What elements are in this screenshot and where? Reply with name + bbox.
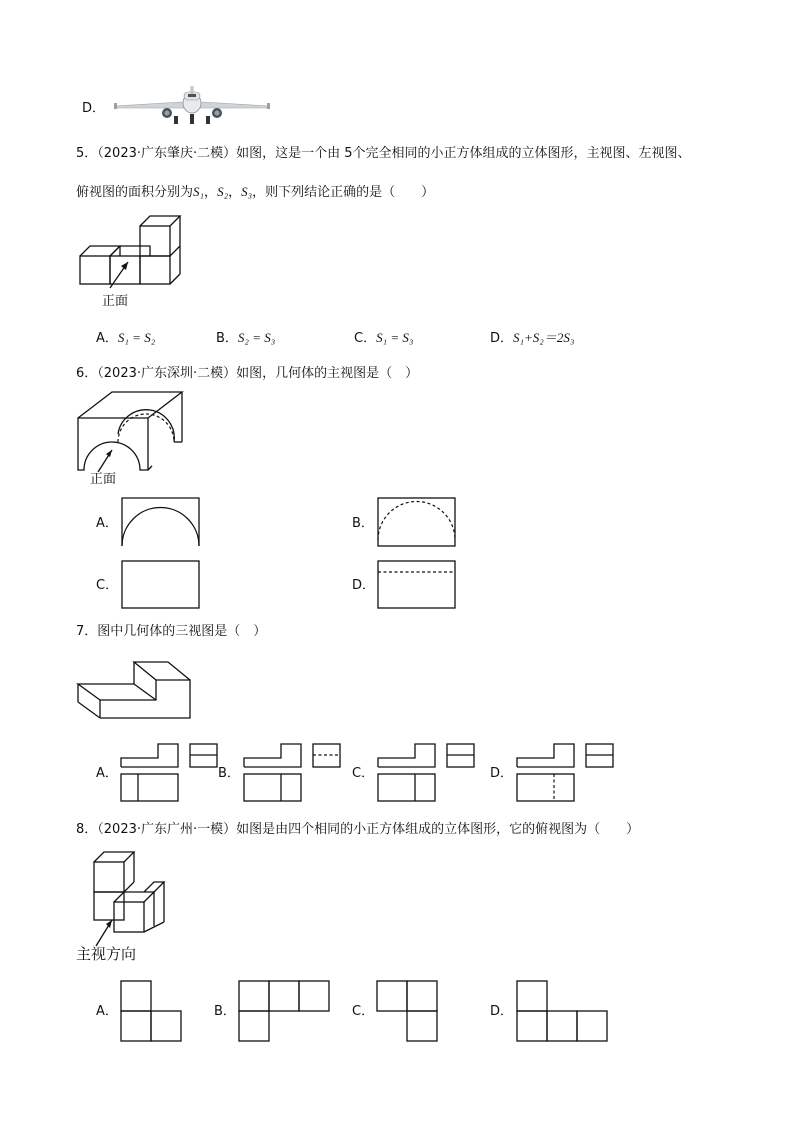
- airplane-image: [112, 86, 272, 130]
- q7-option-a-label: A．: [96, 766, 118, 781]
- q8-option-a-label: A．: [96, 1004, 118, 1019]
- q5-stem-line2-b: ，则下列结论正确的是（ ）: [252, 185, 435, 200]
- q5-cube-figure: [76, 212, 186, 287]
- q8-option-c-figure: [376, 980, 440, 1044]
- q7-option-b-figure: [243, 742, 343, 804]
- q6-arch-figure: [76, 390, 188, 472]
- q8-option-d-label: D．: [490, 1004, 514, 1019]
- q5-stem-line1: 5．（2023·广东肇庆·二模）如图，这是一个由 5个完全相同的小正方体组成的立体图形，主视图、左视图、: [76, 146, 691, 161]
- q5-s2: S₂: [217, 184, 229, 199]
- q6-option-d-figure: [377, 560, 457, 610]
- q8-option-b-figure: [238, 980, 332, 1044]
- q6-option-a-label: A．: [96, 516, 118, 531]
- q5-stem-line2-a: 俯视图的面积分别为: [76, 185, 194, 200]
- q5-option-a: [96, 330, 155, 347]
- q5-figure-label: 正面: [102, 294, 129, 309]
- q5-option-b-label: B．: [216, 331, 238, 346]
- q5-option-d: [490, 330, 574, 347]
- q5-option-b: [216, 330, 275, 347]
- q7-option-c-label: C．: [352, 766, 375, 781]
- q5-option-c: [354, 330, 413, 347]
- q8-figure-label: 主视方向: [76, 945, 137, 963]
- q5-option-a-expr: S₁ = S₂: [117, 330, 156, 345]
- q5-option-c-label: C．: [354, 331, 377, 346]
- q5-s1: S₁: [193, 184, 205, 199]
- q5-option-d-expr: S₁+S₂＝2S₃: [513, 330, 575, 345]
- q6-option-b-label: B．: [352, 516, 374, 531]
- q5-stem-line2: 俯视图的面积分别为S₁，S₂，S₃，则下列结论正确的是（ ）: [76, 184, 435, 200]
- q8-stem: 8．（2023·广东广州·一模）如图是由四个相同的小正方体组成的立体图形，它的俯视图为（ ）: [76, 822, 640, 837]
- q7-option-d-label: D．: [490, 766, 514, 781]
- q5-option-c-expr: S₁ = S₃: [376, 330, 414, 345]
- q6-figure-label: 正面: [90, 472, 117, 487]
- q7-option-c-figure: [377, 742, 477, 804]
- q5-option-a-label: A．: [96, 331, 118, 346]
- q6-option-b-figure: [377, 497, 457, 547]
- q7-option-b-label: B．: [218, 766, 240, 781]
- q8-cube-figure: [86, 850, 176, 946]
- q8-option-d-figure: [516, 980, 610, 1044]
- q7-stem: 7．图中几何体的三视图是（ ）: [76, 624, 267, 639]
- q8-option-b-label: B．: [214, 1004, 236, 1019]
- q6-option-a-figure: [121, 497, 201, 547]
- q7-option-d-figure: [516, 742, 616, 804]
- q8-option-c-label: C．: [352, 1004, 375, 1019]
- q5-s3: S₃: [241, 184, 253, 199]
- q5-option-b-expr: S₂ = S₃: [237, 330, 276, 345]
- q6-option-c-label: C．: [96, 578, 119, 593]
- q4-option-d-label: D．: [82, 101, 106, 116]
- q6-stem: 6．（2023·广东深圳·二模）如图，几何体的主视图是（ ）: [76, 366, 419, 381]
- q8-option-a-figure: [120, 980, 184, 1044]
- q7-step-figure: [76, 656, 196, 722]
- q6-option-d-label: D．: [352, 578, 376, 593]
- q5-option-d-label: D．: [490, 331, 514, 346]
- q6-option-c-figure: [121, 560, 201, 610]
- q7-option-a-figure: [120, 742, 220, 804]
